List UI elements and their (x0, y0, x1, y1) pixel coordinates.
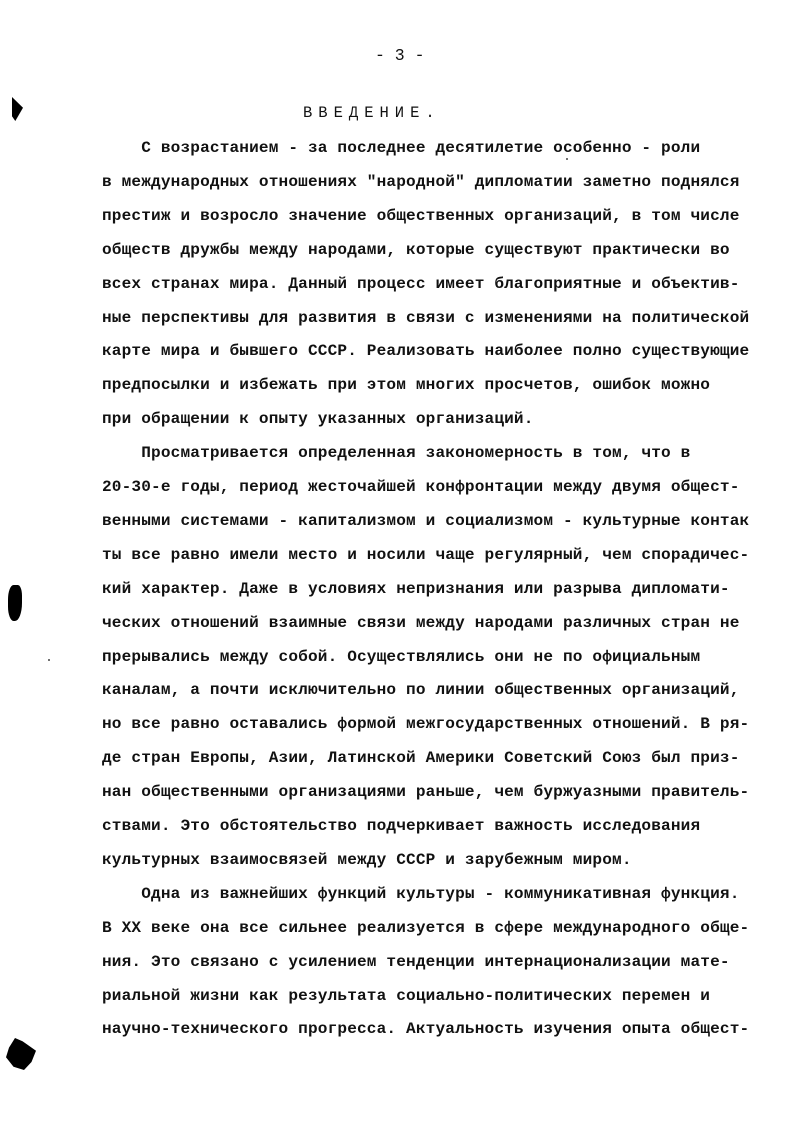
scan-speck (48, 659, 50, 661)
text-line: научно-технического прогресса. Актуальность изучения опыта общест- (102, 1020, 750, 1039)
text-line: кий характер. Даже в условиях непризнания или разрыва дипломати- (102, 579, 730, 598)
text-line: всех странах мира. Данный процесс имеет благоприятные и объектив- (102, 274, 740, 293)
text-line: престиж и возросло значение общественных организаций, в том числе (102, 206, 740, 225)
text-line: предпосылки и избежать при этом многих просчетов, ошибок можно (102, 376, 711, 395)
scan-mark-bottom (6, 1038, 36, 1070)
text-line: ния. Это связано с усилением тенденции интернационализации мате- (102, 952, 730, 971)
text-line: при обращении к опыту указанных организаций. (102, 410, 534, 429)
text-line: Просматривается определенная закономерность в том, что в (102, 444, 691, 463)
text-line: риальной жизни как результата социально-политических перемен и (102, 986, 711, 1005)
section-heading: ВВЕДЕНИЕ. (303, 104, 441, 122)
text-line: ты все равно имели место и носили чаще регулярный, чем спорадичес- (102, 545, 750, 564)
text-line: каналам, а почти исключительно по линии общественных организаций, (102, 681, 740, 700)
text-line: ствами. Это обстоятельство подчеркивает важность исследования (102, 817, 701, 835)
text-line: В XX веке она все сильнее реализуется в сфере международного обще- (102, 918, 750, 937)
text-line: С возрастанием - за последнее десятилетие особенно - роли (102, 139, 701, 157)
scan-mark-top (12, 97, 23, 121)
text-line: прерывались между собой. Осуществлялись они не по официальным (102, 647, 701, 666)
scan-mark-middle (8, 585, 22, 621)
text-line: культурных взаимосвязей между СССР и зарубежным миром. (102, 850, 632, 869)
text-line: карте мира и бывшего СССР. Реализовать наиболее полно существующие (102, 342, 750, 361)
text-line: нан общественными организациями раньше, чем буржуазными правитель- (102, 783, 750, 802)
text-line: ные перспективы для развития в связи с изменениями на политической (102, 308, 750, 327)
text-line: обществ дружбы между народами, которые существуют практически во (102, 240, 730, 259)
scan-speck (566, 158, 568, 160)
text-line: де стран Европы, Азии, Латинской Америки Советский Союз был приз- (102, 749, 740, 768)
text-line: 20-30-е годы, период жесточайшей конфронтации между двумя общест- (102, 478, 740, 496)
text-line: венными системами - капитализмом и социализмом - культурные контак (102, 511, 750, 530)
text-line: Одна из важнейших функций культуры - коммуникативная функция. (102, 884, 740, 903)
text-line: в международных отношениях "народной" дипломатии заметно поднялся (102, 172, 740, 191)
page-number: - 3 - (375, 46, 425, 65)
text-line: ческих отношений взаимные связи между народами различных стран не (102, 613, 740, 632)
text-line: но все равно оставались формой межгосударственных отношений. В ря- (102, 715, 750, 734)
